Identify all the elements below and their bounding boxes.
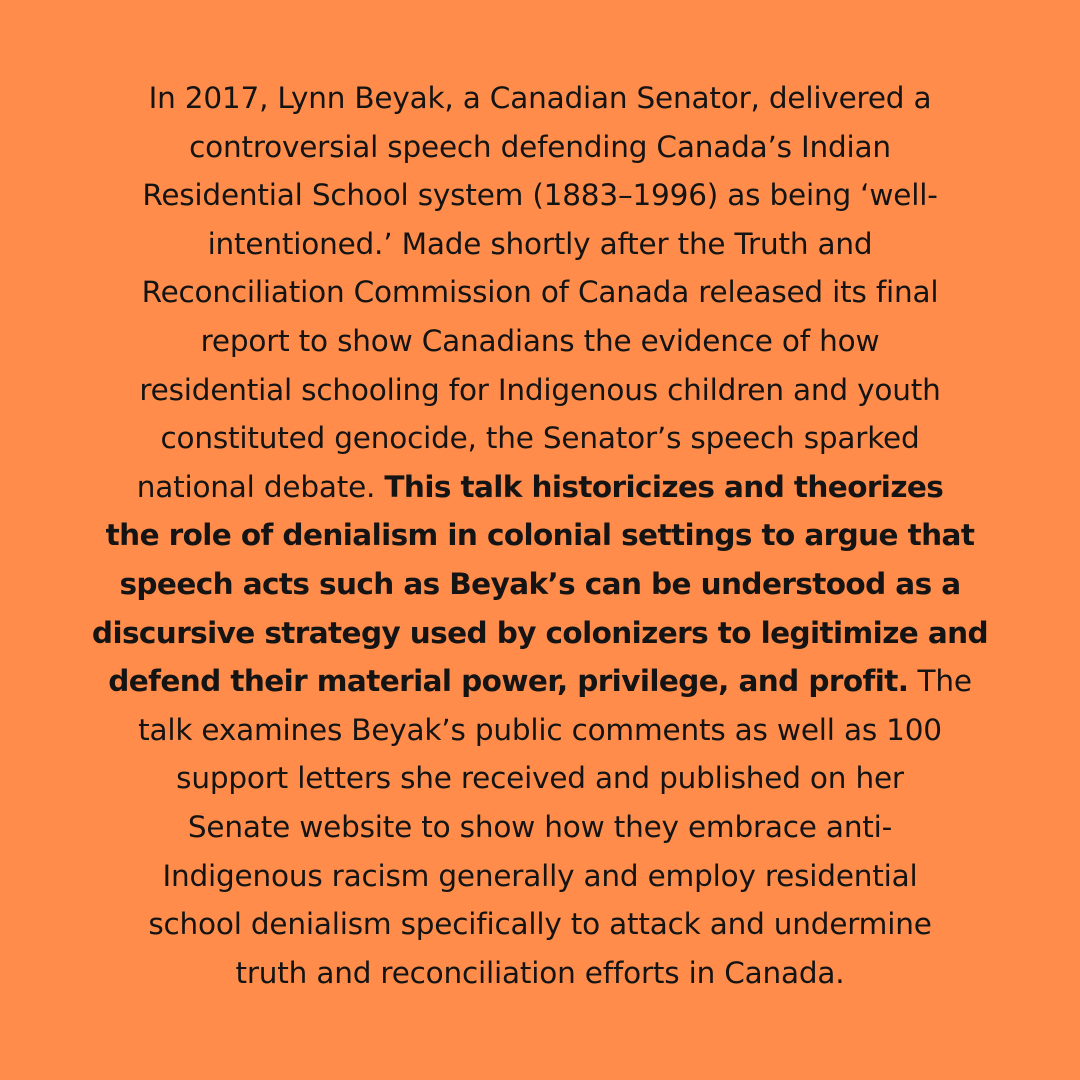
text-line xyxy=(62,463,1018,512)
emphasis-run: speech acts such as Beyak’s can be understood as a xyxy=(119,566,961,601)
emphasis-run: defend their material power, privilege, and profit. xyxy=(108,664,909,699)
abstract-text xyxy=(62,74,1018,997)
text-line xyxy=(62,511,1018,560)
text-run: In 2017, Lynn Beyak, a Canadian Senator, delivered a xyxy=(148,81,932,115)
emphasis-run: the role of denialism in colonial settings to argue that xyxy=(105,518,975,553)
text-run: Reconciliation Commission of Canada released its final xyxy=(141,275,939,310)
text-line xyxy=(62,366,1018,415)
text-line xyxy=(62,123,1018,172)
text-run: support letters she received and published on her xyxy=(176,761,904,796)
text-run: truth and reconciliation efforts in Canada. xyxy=(235,955,845,990)
text-line xyxy=(62,609,1018,658)
text-run: national debate. xyxy=(136,469,385,504)
emphasis-run: This talk historicizes and theorizes xyxy=(384,469,944,504)
text-line xyxy=(62,852,1018,901)
text-line xyxy=(62,74,1018,123)
emphasis-run: discursive strategy used by colonizers to legitimize and xyxy=(91,615,989,650)
text-line xyxy=(62,560,1018,609)
text-run: The xyxy=(908,664,972,699)
text-line xyxy=(62,171,1018,220)
text-run: Indigenous racism generally and employ residential xyxy=(162,858,918,893)
text-line xyxy=(62,268,1018,317)
text-run: Senate website to show how they embrace anti- xyxy=(187,809,893,844)
text-run: report to show Canadians the evidence of how xyxy=(200,323,880,358)
text-run: constituted genocide, the Senator’s speech sparked xyxy=(160,421,920,456)
text-line xyxy=(62,414,1018,463)
text-line xyxy=(62,657,1018,706)
text-line xyxy=(62,317,1018,366)
text-run: intentioned.’ Made shortly after the Truth and xyxy=(207,226,873,261)
text-line xyxy=(62,706,1018,755)
text-line xyxy=(62,803,1018,852)
text-run: school denialism specifically to attack and undermine xyxy=(148,907,932,942)
text-run: Residential School system (1883–1996) as being ‘well- xyxy=(142,178,938,213)
text-run: controversial speech defending Canada’s Indian xyxy=(189,129,891,164)
text-line xyxy=(62,900,1018,949)
text-line xyxy=(62,949,1018,998)
text-run: residential schooling for Indigenous children and youth xyxy=(139,372,941,407)
text-line xyxy=(62,220,1018,269)
text-run: talk examines Beyak’s public comments as well as 100 xyxy=(138,712,942,747)
text-line xyxy=(62,754,1018,803)
